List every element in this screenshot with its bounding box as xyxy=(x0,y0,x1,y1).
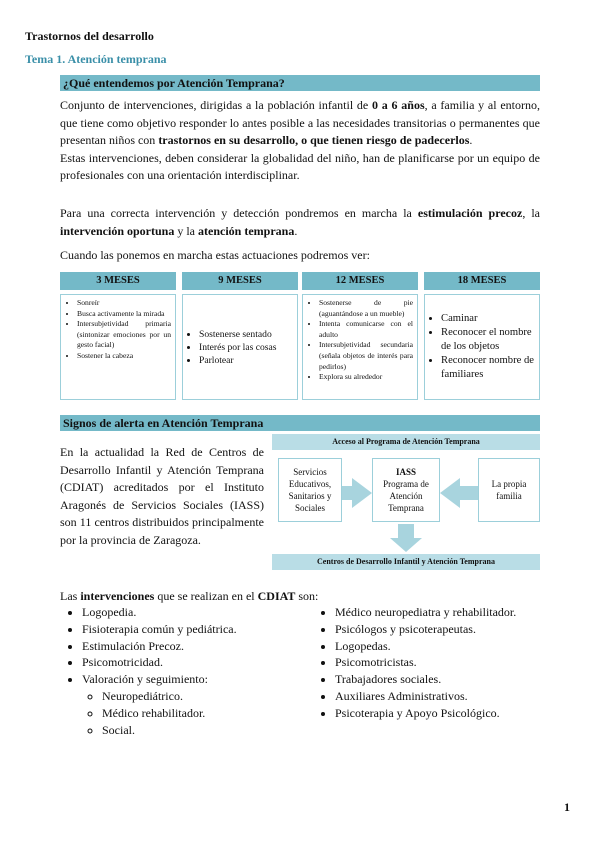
interventions-list-right xyxy=(315,604,516,722)
arrow-left-icon xyxy=(440,478,478,508)
diagram-text: Atención xyxy=(389,491,423,501)
list-item: • Sostenerse sentado xyxy=(199,328,277,341)
month-header-18: 18 MESES xyxy=(424,272,540,290)
list-item: • Fisioterapia común y pediátrica. xyxy=(82,621,237,638)
milestone-list xyxy=(183,328,281,367)
month-box-9 xyxy=(182,294,298,400)
diagram-box-services xyxy=(278,458,342,522)
diagram-bottom-label: Centros de Desarrollo Infantil y Atención Temprana xyxy=(272,554,540,570)
list-item: • Busca activamente la mirada xyxy=(77,309,171,320)
sublist xyxy=(82,688,237,738)
diagram-text: Temprana xyxy=(388,503,424,513)
bold-run: atención temprana xyxy=(198,223,295,238)
list-item: • Intersubjetividad primaria (sintonizar emociones por un gesto facial) xyxy=(77,319,171,351)
bold-run: estimulación precoz xyxy=(417,206,523,220)
text-run: , a familia y al entorno, que tiene como objetivo responder lo antes posible a las necesidades transitorias o permanentes que presentan niños con xyxy=(60,98,540,147)
list-item: • Logopedas. xyxy=(335,638,516,655)
list-item: • Interés por las cosas xyxy=(199,341,277,354)
list-item: • Trabajadores sociales. xyxy=(335,671,516,688)
text-run: Para una correcta intervención y detección pondremos en marcha la xyxy=(60,206,418,220)
list-item: • Logopedia. xyxy=(82,604,237,621)
diagram-text: IASS xyxy=(395,467,416,477)
list-item: • Psicomotricidad. xyxy=(82,654,237,671)
list-item: • Sostenerse de pie (aguantándose a un mueble) xyxy=(319,298,413,319)
diagram-text: Sociales xyxy=(295,503,325,513)
milestone-list xyxy=(425,312,539,382)
list-item: • Sonreír xyxy=(77,298,171,309)
diagram-top-label: Acceso al Programa de Atención Temprana xyxy=(272,434,540,450)
list-item: • Reconocer el nombre de los objetos xyxy=(441,326,535,354)
diagram-box-iass xyxy=(372,458,440,522)
month-box-3 xyxy=(60,294,176,400)
paragraph-cdiat: En la actualidad la Red de Centros de Desarrollo Infantil y Atención Temprana (CDIAT) acreditados por el Instituto Aragonés de Servicios Sociales (IASS) son 11 centros distribuidos principalmente por la provincia de Zaragoza. xyxy=(60,445,264,547)
bold-run: intervenciones xyxy=(80,589,155,603)
paragraph-interventions xyxy=(60,205,540,240)
section-title-atencion-temprana: ¿Qué entendemos por Atención Temprana? xyxy=(60,75,540,91)
arrow-down-icon xyxy=(390,524,422,552)
milestone-list xyxy=(303,298,417,383)
list-item: • Auxiliares Administrativos. xyxy=(335,688,516,705)
sublist-item: ◦ Neuropediátrico. xyxy=(102,688,237,705)
text-run: . xyxy=(469,133,473,147)
list-item: • Psicoterapia y Apoyo Psicológico. xyxy=(335,705,516,722)
list-item xyxy=(82,671,237,738)
text-run: . xyxy=(294,223,298,238)
list-item: • Psicomotricistas. xyxy=(335,654,516,671)
month-box-12 xyxy=(302,294,418,400)
diagram-box-familia xyxy=(478,458,540,522)
page-number: 1 xyxy=(564,800,570,814)
text-run: Estas intervenciones, deben considerar la globalidad del niño, han de planificarse por un equipo de profesionales con una orientación interdisciplinar. xyxy=(60,150,540,182)
bold-run: trastornos en su desarrollo, o que tienen riesgo de padecerlos xyxy=(158,133,470,147)
list-item: • Médico neuropediatra y rehabilitador. xyxy=(335,604,516,621)
section-title-signos-alerta: Signos de alerta en Atención Temprana xyxy=(60,415,540,431)
document-title: Trastornos del desarrollo xyxy=(25,29,154,43)
list-item: • Reconocer nombre de familiares xyxy=(441,354,535,382)
sublist-item: ◦ Médico rehabilitador. xyxy=(102,705,237,722)
month-header-9: 9 MESES xyxy=(182,272,298,290)
month-box-18 xyxy=(424,294,540,400)
diagram-text: La propia xyxy=(491,479,527,489)
paragraph-definition xyxy=(60,97,540,185)
interventions-intro xyxy=(60,589,318,604)
sublist-item: ◦ Social. xyxy=(102,722,237,739)
bold-run: intervención oportuna xyxy=(60,223,175,238)
tema-title: Tema 1. Atención temprana xyxy=(25,52,167,66)
bold-run: CDIAT xyxy=(257,589,296,603)
diagram-text: familia xyxy=(496,491,522,501)
text-run: , la xyxy=(522,206,540,220)
milestone-list xyxy=(61,298,175,362)
bold-run: 0 a 6 años xyxy=(372,98,425,112)
list-item: • Intenta comunicarse con el adulto xyxy=(319,319,413,340)
paragraph-lead-in: Cuando las ponemos en marcha estas actuaciones podremos ver: xyxy=(60,248,370,262)
month-header-12: 12 MESES xyxy=(302,272,418,290)
diagram-text: Servicios xyxy=(293,467,327,477)
diagram-text: Educativos, xyxy=(288,479,332,489)
diagram-text: Sanitarios y xyxy=(288,491,332,501)
list-item: • Caminar xyxy=(441,312,535,326)
list-item: • Intersubjetividad secundaria (señala objetos de interés para pedirlos) xyxy=(319,340,413,372)
list-item-label: Valoración y seguimiento: xyxy=(82,672,208,687)
month-header-3: 3 MESES xyxy=(60,272,176,290)
text-run: son: xyxy=(295,589,319,603)
list-item: • Sostener la cabeza xyxy=(77,351,171,362)
interventions-list-left xyxy=(62,604,237,738)
text-run: que se realizan en el xyxy=(154,589,258,603)
text-run: Las xyxy=(60,589,81,603)
text-run: y la xyxy=(174,223,199,238)
list-item: • Parlotear xyxy=(199,354,277,367)
list-item: • Psicólogos y psicoterapeutas. xyxy=(335,621,516,638)
list-item: • Estimulación Precoz. xyxy=(82,638,237,655)
list-item: • Explora su alrededor xyxy=(319,372,413,383)
diagram-text: Programa de xyxy=(383,479,429,489)
text-run: Conjunto de intervenciones, dirigidas a la población infantil de xyxy=(60,98,373,112)
